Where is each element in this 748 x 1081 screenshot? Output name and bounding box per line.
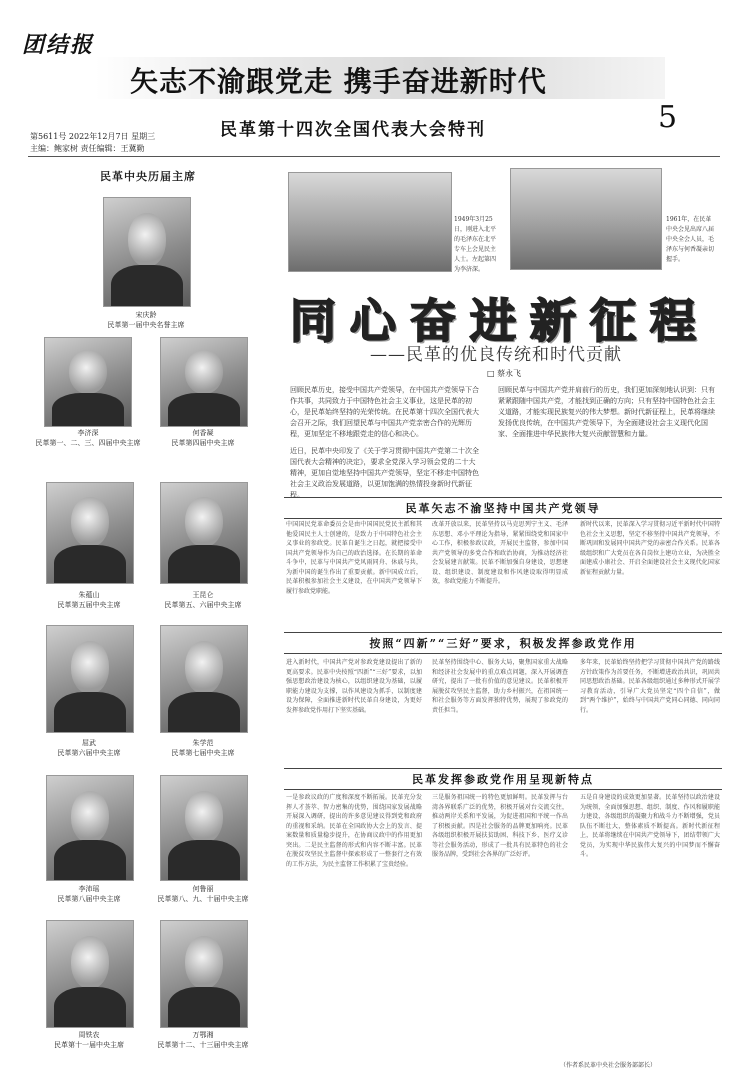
chair-portrait <box>44 337 132 427</box>
section-3-col-3: 五是自身建设的成效更加显著。民革坚持以政治建设为统领，全面加强思想、组织、制度、作风和履职能力建设，各级组织的凝聚力和战斗力不断增强，党员队伍不断壮大，整体素质不断提高。新时代新征程上，民革将继续在中国共产党领导下，团结带领广大党员，为实现中华民族伟大复兴的中国梦而不懈奋斗。 <box>580 794 720 858</box>
section-1-col-2: 改革开放以来，民革坚持以马克思列宁主义、毛泽东思想、邓小平理论为指导，紧紧围绕党和国家中心工作，积极参政议政，开展民主监督，参加中国共产党领导的多党合作和政治协商，为推动经济社会发展建言献策。民革不断加强自身建设，思想建设、组织建设、制度建设和作风建设取得明显成效，参政党能力不断提升。 <box>432 521 568 585</box>
chair-portrait <box>160 482 248 584</box>
chair-caption: 宋庆龄 民革第一届中央名誉主席 <box>107 311 185 329</box>
chair-portrait <box>46 482 134 584</box>
chair-caption: 何香凝 民革第四届中央主席 <box>171 429 235 447</box>
issue-info: 第5611号 2022年12月7日 星期三 <box>30 132 156 141</box>
chair-portrait <box>160 920 248 1028</box>
editors-info: 主编：鲍家树 责任编辑：王冀勤 <box>30 144 145 153</box>
section-heading-2: 按照“四新”“三好”要求，积极发挥参政党作用 <box>284 632 722 654</box>
section-2-col-2: 民革坚持围绕中心、服务大局，聚焦国家重大战略和经济社会发展中的重点难点问题，深入开展调查研究，提出了一批有价值的意见建议。民革积极开展脱贫攻坚民主监督，助力乡村振兴，在祖国统一和社会服务等方面发挥独特优势，展现了参政党的责任担当。 <box>432 659 568 714</box>
chair-caption: 朱学范 民革第七届中央主席 <box>171 739 235 757</box>
section-3-col-2: 三是服务祖国统一的特色更加鲜明。民革发挥与台湾各界联系广泛的优势，积极开展对台交流交往，推动两岸关系和平发展，为促进祖国和平统一作出了积极贡献。四是社会服务的品牌更加响亮。民革各级组织积极开展扶贫助困、科技下乡、医疗义诊等社会服务活动，形成了一批具有民革特色的社会服务品牌，受到社会各界的广泛好评。 <box>432 794 568 858</box>
section-2-col-3: 多年来，民革始终坚持把学习贯彻中国共产党的路线方针政策作为首要任务，不断增进政治共识，巩固共同思想政治基础。民革各级组织通过多种形式开展学习教育活动，引导广大党员坚定“四个自信”，做到“两个维护”，始终与中国共产党同心同德、同向同行。 <box>580 659 720 714</box>
chair-portrait <box>160 625 248 733</box>
intro-left: 回顾民革历史，接受中国共产党领导，在中国共产党领导下合作共事，共同致力于中国特色社会主义事业，这是民革的初心，是民革始终坚持的光荣传统。在民革第十四次全国代表大会召开之际，我们回望民革与中国共产党亲密合作的光辉历程，更加坚定不移地跟党走的信心和决心。 近日，民革中央印发了《关于学习贯彻中国共产党第二十次全国代表大会精神的决定》，要求全党深入学习领会党的二十大精神，更加自觉地坚持中国共产党领导，坚定不移走中国特色社会主义政治发展道路，以更加饱满的热情投身新时代新征程。 <box>290 386 479 499</box>
chair-portrait <box>46 920 134 1028</box>
feature-author: □ 蔡永飞 <box>487 369 522 378</box>
section-3-col-1: 一是参政议政的广度和深度不断拓展。民革充分发挥人才荟萃、智力密集的优势，围绕国家发展战略开展深入调研，提出的许多意见建议得到党和政府的重视和采纳。民革在全国政协大会上的发言、提案数量和质量稳步提升，在协商议政中的作用更加突出。二是民主监督的形式和内容不断丰富。民革在脱贫攻坚民主监督中探索形成了一整套行之有效的工作方法，为民主监督工作积累了宝贵经验。 <box>286 794 422 868</box>
chairs-column-title: 民革中央历届主席 <box>100 170 196 183</box>
newspaper-logo: 团结报 <box>22 32 95 58</box>
chair-portrait <box>46 775 134 881</box>
chair-portrait <box>160 775 248 881</box>
photo-caption-right: 1961年，在民革中央会见出席八届中央全会人员，毛泽东与何香凝亲切握手。 <box>666 216 715 263</box>
chair-caption: 王昆仑 民革第五、六届中央主席 <box>164 591 242 609</box>
section-heading-1: 民革矢志不渝坚持中国共产党领导 <box>284 497 722 519</box>
special-issue-title: 民革第十四次全国代表大会特刊 <box>220 120 486 140</box>
section-2-col-1: 进入新时代，中国共产党对参政党建设提出了新的更高要求。民革中央按照“四新”“三好”要求，以加强思想政治建设为核心，以组织建设为基础，以履职能力建设为支撑，以作风建设为抓手，以制度建设为保障，全面推进新时代民革自身建设，为更好发挥参政党作用打下坚实基础。 <box>286 659 422 714</box>
author-box-icon: □ <box>487 369 498 378</box>
photo-caption-left: 1949年3月25日，刚进入北平的毛泽东在北平专车上会见民主人士。左起第四为李济深。 <box>454 216 497 273</box>
chair-portrait <box>160 337 248 427</box>
intro-right: 回顾民革与中国共产党并肩前行的历史，我们更加深刻地认识到：只有紧紧跟随中国共产党，才能找到正确的方向；只有坚持中国特色社会主义道路，才能实现民族复兴的伟大梦想。新时代新征程上，民革将继续发扬优良传统，在中国共产党领导下，为全面建设社会主义现代化国家、全面推进中华民族伟大复兴贡献智慧和力量。 <box>498 386 715 438</box>
historic-photo-1961 <box>510 168 662 270</box>
section-heading-3: 民革发挥参政党作用呈现新特点 <box>284 768 722 790</box>
chair-caption: 周铁农 民革第十一届中央主席 <box>54 1031 124 1049</box>
chair-caption: 朱蕴山 民革第五届中央主席 <box>57 591 121 609</box>
feature-headline: 同心奋进新征程 <box>290 294 710 348</box>
section-1-col-1: 中国国民党革命委员会是由中国国民党民主派和其他爱国民主人士创建的，是致力于中国特色社会主义事业的参政党。民革自诞生之日起，就把接受中国共产党领导作为自己的政治选择。在长期的革命斗争中，民革与中国共产党风雨同舟、休戚与共，为新中国的诞生作出了重要贡献。新中国成立后，民革积极参加社会主义建设，在中国共产党领导下履行参政党职能。 <box>286 521 422 595</box>
feature-subtitle: ——民革的优良传统和时代贡献 <box>370 345 622 365</box>
chair-caption: 李济深 民革第一、二、三、四届中央主席 <box>35 429 141 447</box>
author-note: （作者系民革中央社会服务部部长） <box>560 1062 657 1069</box>
chair-portrait <box>103 197 191 307</box>
chair-caption: 何鲁丽 民革第八、九、十届中央主席 <box>157 885 249 903</box>
historic-photo-1949 <box>288 172 452 272</box>
chair-caption: 李沛瑶 民革第八届中央主席 <box>57 885 121 903</box>
chair-portrait <box>46 625 134 733</box>
page-number: 5 <box>658 100 678 135</box>
chair-caption: 万鄂湘 民革第十二、十三届中央主席 <box>157 1031 249 1049</box>
slogan: 矢志不渝跟党走 携手奋进新时代 <box>130 65 547 98</box>
header-divider <box>28 156 720 157</box>
chair-caption: 屈武 民革第六届中央主席 <box>57 739 121 757</box>
section-1-col-3: 新时代以来，民革深入学习贯彻习近平新时代中国特色社会主义思想，坚定不移坚持中国共产党领导，不断巩固和发展同中国共产党的亲密合作关系。民革各级组织和广大党员在各自岗位上建功立业，为决胜全面建成小康社会、开启全面建设社会主义现代化国家新征程贡献力量。 <box>580 521 720 576</box>
